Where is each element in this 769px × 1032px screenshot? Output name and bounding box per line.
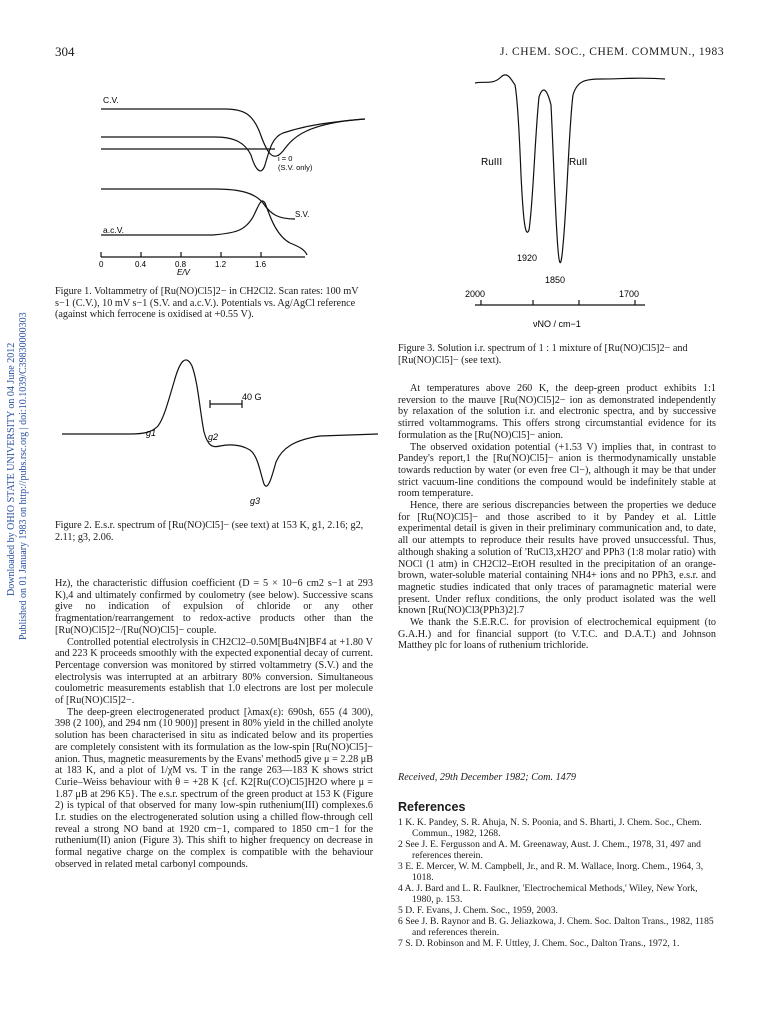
figure2-caption: Figure 2. E.s.r. spectrum of [Ru(NO)Cl5]− (see text) at 153 K, g1, 2.16; g2, 2.11; g3, 2.06. (55, 520, 364, 543)
received-line: Received, 29th December 1982; Com. 1479 (398, 772, 576, 783)
cv-label: C.V. (103, 95, 119, 105)
right-paragraph-1: At temperatures above 260 K, the deep-green product exhibits 1:1 reversion to the mauve [Ru(NO)Cl5]2− ion as demonstrated independently by relaxation of the solution i.r. and electronic spectra, and by successive stirred voltammograms. This offers strong circumstantial evidence for its formulation as the [Ru(NO)Cl5]− anion. (398, 383, 716, 441)
g2-label: g2 (208, 432, 219, 442)
peak-1850-label: 1850 (545, 275, 566, 285)
peak-1920-label: 1920 (517, 253, 538, 263)
references-section (398, 802, 716, 949)
g3-label: g3 (250, 496, 261, 506)
acv-trace (101, 201, 310, 255)
right-paragraph-4: We thank the S.E.R.C. for provision of electrochemical equipment (to G.A.H.) and for financial support (to V.T.C. and D.A.T.) and Johnson Matthey plc for loans of ruthenium trichloride. (398, 617, 716, 652)
x-tick-1700: 1700 (619, 289, 640, 299)
ir-x-axis-label: νNO / cm−1 (533, 319, 581, 329)
left-paragraph-1: Hz), the characteristic diffusion coefficient (D = 5 × 10−6 cm2 s−1 at 293 K),4 and ultimately confirmed by coulometry (see below). Successive scans give no indication of expulsion of chloride or any other fragmentation/rearrangement to redox-active products other than the [Ru(NO)Cl5]2−/[Ru(NO)Cl5]− couple. (55, 578, 373, 636)
scale-bar (210, 400, 242, 408)
esr-trace (62, 360, 378, 486)
x-tick-1: 0.4 (135, 260, 147, 269)
svonly-label: (S.V. only) (278, 163, 313, 172)
left-paragraph-2: Controlled potential electrolysis in CH2Cl2–0.50M[Bu4N]BF4 at +1.80 V and 223 K proceeds smoothly with the expected exponential decay of current. Percentage conversion was monitored by stirred voltammetry (S.V.) and the electrolysis was interrupted at an arbitrary 80% conversion. Simultaneous coulometric measurements establish that 1.0 electrons are lost per molecule of [Ru(NO)Cl5]2−. (55, 636, 373, 707)
sv-label: S.V. (295, 210, 310, 219)
ru3-label: RuIII (481, 157, 503, 168)
reference-6: 6 See J. B. Raynor and B. G. Jeliazkowa, J. Chem. Soc. Dalton Trans., 1982, 1185 and references therein. (398, 916, 714, 938)
left-column-text (55, 578, 373, 871)
x-axis-label: E/V (177, 268, 190, 275)
right-paragraph-2: The observed oxidation potential (+1.53 V) implies that, in contrast to Pandey's report,1 the [Ru(NO)Cl5]− anion is thermodynamically unstable towards reduction by water (or even free Cl−), although it may be that under strict vacuum-line conditions the compound would be indefinitely stable at room temperature. (398, 441, 716, 500)
cv-reverse-trace (101, 119, 365, 171)
i0-label: i = 0 (278, 154, 293, 163)
references-heading: References (398, 800, 466, 814)
reference-1: 1 K. K. Pandey, S. R. Ahuja, N. S. Poonia, and S. Bharti, J. Chem. Soc., Chem. Commun., 1982, 1268. (398, 817, 702, 839)
left-paragraph-3: The deep-green electrogenerated product [λmax(ε): 690sh, 655 (4 300), 398 (2 100), and 294 nm (10 900)] present in 80% yield in the chilled anolyte solution has been characterised in situ as indicated below and its properties are completely consistent with its formulation as the low-spin [Ru(NO)Cl5]− anion. Thus, magnetic measurements by the Evans' method5 give μ = 2.28 μB at 183 K, and a plot of 1/χM vs. T in the range 263—183 K shows strict Curie–Weiss behaviour with θ = +28 K {cf. K2[Ru(CO)Cl5]H2O where μ = 1.87 μB at 296 K5}. The e.s.r. spectrum of the green product at 153 K (Figure 2) is typical of that observed for many low-spin ruthenium(III) complexes.6 I.r. studies on the electrogenerated solution using a chilled flow-through cell reveal a strong NO band at 1920 cm−1, compared to 1850 cm−1 for the ruthenium(II) anion (Figure 3). This shift to higher frequency on decrease in formal negative charge on the complex is compatible with the behaviour observed in related metal carbonyl compounds. (55, 706, 373, 870)
figure3-caption: Figure 3. Solution i.r. spectrum of 1 : 1 mixture of [Ru(NO)Cl5]2− and [Ru(NO)Cl5]− (see text). (398, 343, 688, 366)
reference-3: 3 E. E. Mercer, W. M. Campbell, Jr., and R. M. Wallace, Inorg. Chem., 1964, 3, 1018. (398, 861, 704, 883)
figure2-esr-spectrum (60, 352, 380, 517)
reference-4: 4 A. J. Bard and L. R. Faulkner, 'Electrochemical Methods,' Wiley, New York, 1980, p. 153. (398, 883, 698, 905)
download-watermark: Downloaded by OHIO STATE UNIVERSITY on 04 June 2012 (6, 342, 17, 596)
x-tick-2: 0.8 (175, 260, 187, 269)
reference-7: 7 S. D. Robinson and M. F. Uttley, J. Chem. Soc., Dalton Trans., 1972, 1. (398, 938, 680, 949)
page-number: 304 (55, 44, 75, 59)
right-paragraph-3: Hence, there are serious discrepancies between the properties we deduce for [Ru(NO)Cl5]− and those ascribed to it by Pandey et al. Little experimental detail is given in their preliminary communication and, to date, all our attempts to reproduce their results have proved unsuccessful. Thus, although shaking a solution of 'RuCl3,xH2O' and PPh3 (1:8 molar ratio) with NOCl (1 atm) in CH2Cl2–EtOH resulted in the precipitation of an orange-brown, water-soluble material containing NH4+ ions and no PPh3, e.s.r. and magnetic studies indicated that only traces of paramagnetic material were present. Under reflux conditions, the only product isolated was the well known [Ru(NO)Cl3(PPh3)2].7 (398, 500, 716, 617)
figure1-caption: Figure 1. Voltammetry of [Ru(NO)Cl5]2− in CH2Cl2. Scan rates: 100 mV s−1 (C.V.), 10 mV s−1 (S.V. and a.c.V.). Potentials vs. Ag/AgCl reference (against which ferrocene is oxidised at +0.55 V). (55, 286, 359, 321)
x-tick-3: 1.2 (215, 260, 227, 269)
acv-label: a.c.V. (103, 225, 124, 235)
reference-2: 2 See J. E. Fergusson and A. M. Greenaway, Aust. J. Chem., 1978, 31, 497 and references therein. (398, 839, 701, 861)
ru2-label: RuII (569, 157, 588, 168)
scale-label: 40 G (242, 392, 262, 402)
ir-trace (475, 75, 665, 263)
right-column-text (398, 383, 716, 652)
x-tick-2000: 2000 (465, 289, 486, 299)
figure1-voltammogram (95, 85, 385, 275)
g1-label: g1 (146, 428, 157, 438)
x-tick-0: 0 (99, 260, 104, 269)
x-tick-4: 1.6 (255, 260, 267, 269)
reference-5: 5 D. F. Evans, J. Chem. Soc., 1959, 2003. (398, 905, 558, 916)
publication-watermark: Published on 01 January 1983 on http://pubs.rsc.org | doi:10.1039/C39830000303 (18, 312, 29, 640)
figure3-ir-spectrum (445, 65, 680, 340)
journal-header: J. CHEM. SOC., CHEM. COMMUN., 1983 (500, 46, 725, 58)
